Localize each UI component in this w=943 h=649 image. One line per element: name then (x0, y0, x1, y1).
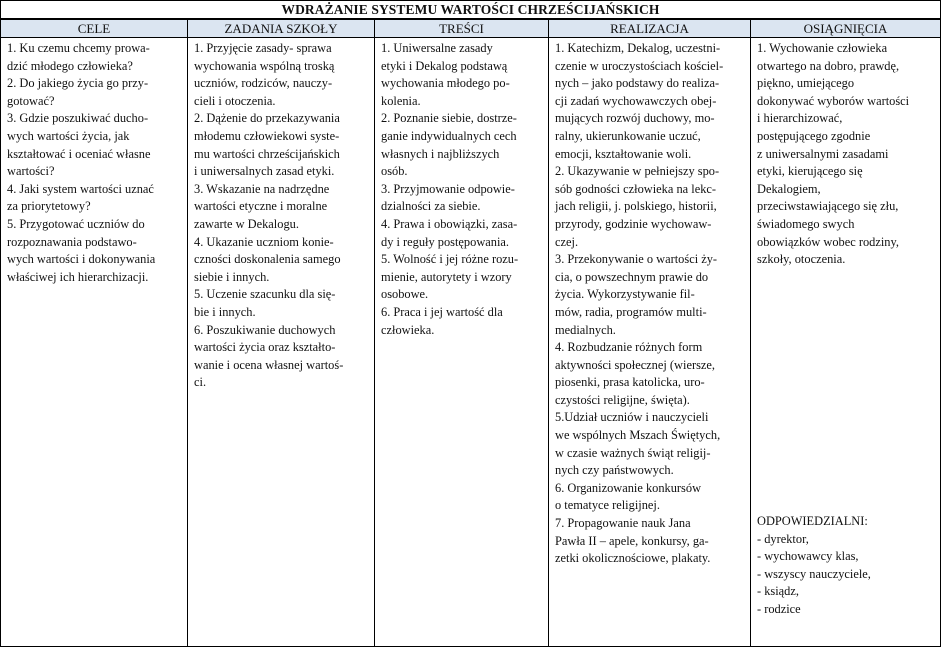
text-line: osób. (381, 164, 408, 179)
text-line: 4. Jaki system wartości uznać (7, 181, 154, 196)
text-line: wanie i ocena własnej wartoś- (194, 357, 344, 372)
text-line: mu wartości chrześcijańskich (194, 146, 340, 161)
text-line: siebie i innych. (194, 269, 270, 284)
text-line: i hierarchizować, (757, 111, 843, 126)
text-line: 6. Organizowanie konkursów (555, 480, 702, 495)
text-line: 4. Ukazanie uczniom konie- (194, 234, 334, 249)
text-line: o tematyce religijnej. (555, 498, 660, 513)
text-line: wych wartości i dokonywania (7, 252, 156, 267)
text-line: piękno, umiejącego (757, 76, 855, 91)
text-line: Dekalogiem, (757, 181, 821, 196)
text-line: człowieka. (381, 322, 435, 337)
column-cele (0, 38, 187, 647)
text-line: emocji, kształtowanie woli. (555, 146, 692, 161)
header-zadania-szkoly: ZADANIA SZKOŁY (187, 19, 374, 38)
text-line: 2. Ukazywanie w pełniejszy spo- (555, 164, 720, 179)
text-line: postępującego zgodnie (757, 128, 871, 143)
text-line: mienie, autorytety i wzory (381, 269, 512, 284)
text-line: 2. Poznanie siebie, dostrze- (381, 111, 517, 126)
text-line: 5.Udział uczniów i nauczycieli (555, 410, 709, 425)
text-line: Pawła II – apele, konkursy, ga- (555, 533, 709, 548)
text-line: czystości religijne, święta). (555, 392, 690, 407)
text-line: życia. Wykorzystywanie fil- (555, 287, 695, 302)
text-line: jach religii, j. polskiego, historii, (555, 199, 717, 214)
column-zadania-szkoly (187, 38, 374, 647)
text-line: - ksiądz, (757, 584, 799, 599)
text-line: kolenia. (381, 93, 421, 108)
text-line: osobowe. (381, 287, 429, 302)
text-line: 1. Ku czemu chcemy prowa- (7, 41, 150, 55)
text-line: 2. Dążenie do przekazywania (194, 111, 340, 126)
text-line: etyki i Dekalog podstawą (381, 58, 508, 73)
header-row (0, 19, 941, 38)
text-line: cieli i otoczenia. (194, 93, 276, 108)
text-line: wartości życia oraz kształto- (194, 340, 336, 355)
text-line: mów, radia, programów multi- (555, 304, 707, 319)
text-line: ralny, ukierunkowanie uczuć, (555, 128, 701, 143)
text-line: cia, o powszechnym prawie do (555, 269, 709, 284)
text-line: 6. Poszukiwanie duchowych (194, 322, 336, 337)
responsible-list (757, 513, 871, 619)
text-line: 1. Wychowanie człowieka (757, 41, 888, 55)
text-line: przeciwstawiającego się złu, (757, 199, 899, 214)
text-line: sób godności człowieka na lekc- (555, 181, 717, 196)
text-line: 3. Przyjmowanie odpowie- (381, 181, 515, 196)
text-line: gotować? (7, 93, 55, 108)
text-line: 2. Do jakiego życia go przy- (7, 76, 149, 91)
text-line: dzić młodego człowieka? (7, 58, 133, 73)
text-line: wych wartości życia, jak (7, 128, 130, 143)
text-line: 4. Prawa i obowiązki, zasa- (381, 216, 518, 231)
text-line: młodemu człowiekowi syste- (194, 128, 340, 143)
text-line: przyrody, godzinie wychowaw- (555, 216, 712, 231)
text-line: we wspólnych Mszach Świętych, (555, 428, 721, 443)
text-line: nych czy państwowych. (555, 463, 674, 478)
text-line: ganie indywidualnych cech (381, 128, 517, 143)
text-line: 4. Rozbudzanie różnych form (555, 340, 703, 355)
text-line: dzialności za siebie. (381, 199, 481, 214)
header-cele: CELE (0, 19, 187, 38)
text-line: wartości? (7, 164, 55, 179)
text-line: - dyrektor, (757, 531, 809, 546)
text-line: 5. Przygotować uczniów do (7, 216, 145, 231)
text-line: aktywności społecznej (wiersze, (555, 357, 715, 372)
text-line: - wszyscy nauczyciele, (757, 566, 871, 581)
header-osiagniecia: OSIĄGNIĘCIA (750, 19, 941, 38)
text-line: 6. Praca i jej wartość dla (381, 304, 503, 319)
text-line: 5. Wolność i jej różne rozu- (381, 252, 519, 267)
text-line: dokonywać wyborów wartości (757, 93, 910, 108)
text-line: otwartego na dobro, prawdę, (757, 58, 900, 73)
text-line: 1. Przyjęcie zasady- sprawa (194, 41, 332, 55)
text-line: zetki okolicznościowe, plakaty. (555, 551, 711, 566)
text-line: ODPOWIEDZIALNI: (757, 514, 868, 528)
text-line: dy i reguły postępowania. (381, 234, 510, 249)
text-line: cji zadań wychowawczych obej- (555, 93, 717, 108)
text-line: czności doskonalenia samego (194, 252, 341, 267)
text-line: wychowania wspólną troską (194, 58, 335, 73)
text-line: uczniów, rodziców, nauczy- (194, 76, 333, 91)
text-line: z uniwersalnymi zasadami (757, 146, 889, 161)
text-line: 1. Uniwersalne zasady (381, 41, 493, 55)
text-line: wartości etyczne i moralne (194, 199, 328, 214)
text-line: medialnych. (555, 322, 616, 337)
text-line: właściwej ich hierarchizacji. (7, 269, 149, 284)
text-line: ci. (194, 375, 207, 390)
text-line: - rodzice (757, 601, 801, 616)
text-line: - wychowawcy klas, (757, 549, 859, 564)
achievements-text (757, 40, 936, 269)
text-line: 1. Katechizm, Dekalog, uczestni- (555, 41, 721, 55)
text-line: 7. Propagowanie nauk Jana (555, 516, 691, 531)
text-line: świadomego swych (757, 216, 855, 231)
text-line: obowiązków wobec rodziny, (757, 234, 899, 249)
text-line: czej. (555, 234, 579, 249)
text-line: piosenki, prasa katolicka, uro- (555, 375, 705, 390)
text-line: 3. Gdzie poszukiwać ducho- (7, 111, 149, 126)
text-line: nych – jako podstawy do realiza- (555, 76, 720, 91)
text-line: szkoły, otoczenia. (757, 252, 846, 267)
text-line: 5. Uczenie szacunku dla się- (194, 287, 336, 302)
text-line: zawarte w Dekalogu. (194, 216, 299, 231)
header-tresci: TREŚCI (374, 19, 548, 38)
text-line: za priorytetowy? (7, 199, 91, 214)
table-title: WDRAŻANIE SYSTEMU WARTOŚCI CHRZEŚCIJAŃSKICH (0, 0, 941, 19)
text-line: mujących rozwój duchowy, mo- (555, 111, 715, 126)
column-tresci (374, 38, 548, 647)
column-realizacja (548, 38, 750, 647)
text-line: własnych i najbliższych (381, 146, 500, 161)
text-line: 3. Przekonywanie o wartości ży- (555, 252, 718, 267)
text-line: bie i innych. (194, 304, 256, 319)
text-line: czenie w uroczystościach kościel- (555, 58, 724, 73)
text-line: kształtować i oceniać własne (7, 146, 151, 161)
text-line: 3. Wskazanie na nadrzędne (194, 181, 330, 196)
text-line: i uniwersalnych zasad etyki. (194, 164, 335, 179)
text-line: rozpoznawania podstawo- (7, 234, 137, 249)
column-osiagniecia (750, 38, 941, 647)
text-line: etyki, kierującego się (757, 164, 863, 179)
text-line: w czasie ważnych świąt religij- (555, 445, 711, 460)
header-realizacja: REALIZACJA (548, 19, 750, 38)
text-line: wychowania młodego po- (381, 76, 510, 91)
